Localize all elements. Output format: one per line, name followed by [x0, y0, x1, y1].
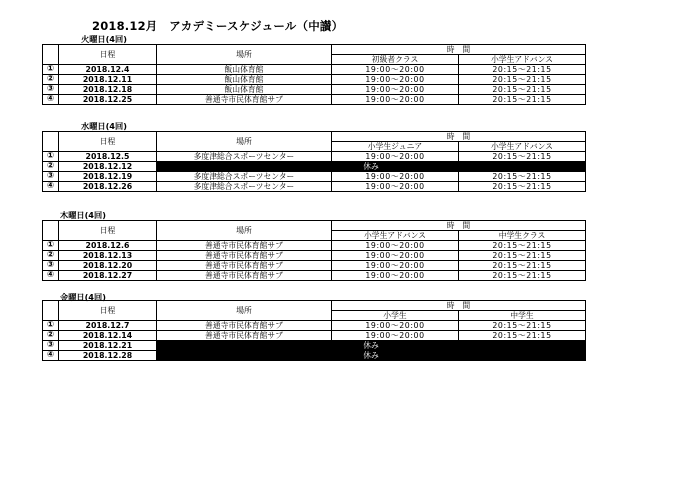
- row-date: 2018.12.28: [59, 351, 157, 361]
- row-number: ①: [43, 241, 59, 251]
- row-date: 2018.12.19: [59, 172, 157, 182]
- row-place: 善通寺市民体育館サブ: [157, 95, 332, 105]
- class-header: 小学生アドバンス: [459, 55, 586, 65]
- row-time-1: 19:00～20:00: [332, 331, 459, 341]
- table-row: [43, 172, 586, 182]
- row-time-1: 19:00～20:00: [332, 182, 459, 192]
- header-time: 時 間: [332, 132, 586, 142]
- header-place: 場所: [157, 45, 332, 65]
- table-row: [43, 321, 586, 331]
- row-date: 2018.12.27: [59, 271, 157, 281]
- closed-cell: 休み: [157, 341, 586, 351]
- table-row: [43, 95, 586, 105]
- row-number: ④: [43, 95, 59, 105]
- row-number: ②: [43, 331, 59, 341]
- row-date: 2018.12.18: [59, 85, 157, 95]
- section-label: 金曜日(4回): [60, 292, 106, 302]
- row-number: ③: [43, 172, 59, 182]
- row-date: 2018.12.4: [59, 65, 157, 75]
- row-time-1: 19:00～20:00: [332, 241, 459, 251]
- section-label: 木曜日(4回): [60, 210, 106, 220]
- header-blank-cell: [43, 132, 59, 152]
- header-date: 日程: [59, 45, 157, 65]
- row-time-2: 20:15～21:15: [459, 241, 586, 251]
- page-title: 2018.12月 アカデミースケジュール（中讃）: [92, 19, 344, 33]
- table-row: [43, 261, 586, 271]
- class-header: 小学生ジュニア: [332, 142, 459, 152]
- row-date: 2018.12.11: [59, 75, 157, 85]
- row-time-2: 20:15～21:15: [459, 321, 586, 331]
- row-place: 多度津総合スポーツセンター: [157, 152, 332, 162]
- table-header-row: [43, 221, 586, 231]
- row-time-1: 19:00～20:00: [332, 95, 459, 105]
- table-row: [43, 65, 586, 75]
- row-place: 善通寺市民体育館サブ: [157, 251, 332, 261]
- header-time: 時 間: [332, 301, 586, 311]
- header-date: 日程: [59, 301, 157, 321]
- row-time-2: 20:15～21:15: [459, 251, 586, 261]
- row-time-1: 19:00～20:00: [332, 172, 459, 182]
- row-time-1: 19:00～20:00: [332, 85, 459, 95]
- row-number: ③: [43, 261, 59, 271]
- row-number: ①: [43, 152, 59, 162]
- header-place: 場所: [157, 132, 332, 152]
- class-header: 小学生アドバンス: [332, 231, 459, 241]
- row-number: ④: [43, 351, 59, 361]
- row-place: 飯山体育館: [157, 85, 332, 95]
- row-number: ①: [43, 321, 59, 331]
- row-time-1: 19:00～20:00: [332, 321, 459, 331]
- row-place: 飯山体育館: [157, 65, 332, 75]
- table-row: [43, 162, 586, 172]
- row-place: 善通寺市民体育館サブ: [157, 241, 332, 251]
- row-place: 多度津総合スポーツセンター: [157, 172, 332, 182]
- header-date: 日程: [59, 221, 157, 241]
- row-number: ③: [43, 85, 59, 95]
- row-place: 善通寺市民体育館サブ: [157, 261, 332, 271]
- row-time-2: 20:15～21:15: [459, 75, 586, 85]
- row-time-2: 20:15～21:15: [459, 152, 586, 162]
- row-date: 2018.12.5: [59, 152, 157, 162]
- row-number: ①: [43, 65, 59, 75]
- row-number: ④: [43, 271, 59, 281]
- schedule-table: [42, 300, 586, 361]
- class-header: 小学生アドバンス: [459, 142, 586, 152]
- row-number: ②: [43, 75, 59, 85]
- row-number: ③: [43, 341, 59, 351]
- row-number: ②: [43, 162, 59, 172]
- row-time-1: 19:00～20:00: [332, 65, 459, 75]
- header-blank-cell: [43, 301, 59, 321]
- header-place: 場所: [157, 301, 332, 321]
- row-place: 飯山体育館: [157, 75, 332, 85]
- header-blank-cell: [43, 221, 59, 241]
- row-date: 2018.12.6: [59, 241, 157, 251]
- schedule-table: [42, 44, 586, 105]
- row-place: 善通寺市民体育館サブ: [157, 321, 332, 331]
- class-header: 初級者クラス: [332, 55, 459, 65]
- row-time-1: 19:00～20:00: [332, 152, 459, 162]
- row-date: 2018.12.25: [59, 95, 157, 105]
- table-row: [43, 331, 586, 341]
- row-place: 善通寺市民体育館サブ: [157, 271, 332, 281]
- row-date: 2018.12.7: [59, 321, 157, 331]
- table-row: [43, 75, 586, 85]
- table-header-row: [43, 301, 586, 311]
- row-time-2: 20:15～21:15: [459, 172, 586, 182]
- row-time-2: 20:15～21:15: [459, 271, 586, 281]
- row-time-2: 20:15～21:15: [459, 331, 586, 341]
- table-header-row: [43, 45, 586, 55]
- table-row: [43, 351, 586, 361]
- table-row: [43, 251, 586, 261]
- class-header: 小学生: [332, 311, 459, 321]
- header-blank-cell: [43, 45, 59, 65]
- row-date: 2018.12.26: [59, 182, 157, 192]
- row-place: 多度津総合スポーツセンター: [157, 182, 332, 192]
- schedule-table: [42, 131, 586, 192]
- closed-cell: 休み: [157, 351, 586, 361]
- table-row: [43, 182, 586, 192]
- table-row: [43, 241, 586, 251]
- row-date: 2018.12.13: [59, 251, 157, 261]
- table-row: [43, 85, 586, 95]
- row-place: 善通寺市民体育館サブ: [157, 331, 332, 341]
- row-date: 2018.12.12: [59, 162, 157, 172]
- row-time-1: 19:00～20:00: [332, 75, 459, 85]
- row-time-2: 20:15～21:15: [459, 182, 586, 192]
- header-time: 時 間: [332, 45, 586, 55]
- class-header: 中学生クラス: [459, 231, 586, 241]
- header-place: 場所: [157, 221, 332, 241]
- row-number: ②: [43, 251, 59, 261]
- row-number: ④: [43, 182, 59, 192]
- row-date: 2018.12.21: [59, 341, 157, 351]
- row-time-1: 19:00～20:00: [332, 271, 459, 281]
- class-header: 中学生: [459, 311, 586, 321]
- header-time: 時 間: [332, 221, 586, 231]
- section-label: 火曜日(4回): [81, 34, 127, 44]
- row-date: 2018.12.14: [59, 331, 157, 341]
- row-time-2: 20:15～21:15: [459, 261, 586, 271]
- header-date: 日程: [59, 132, 157, 152]
- section-label: 水曜日(4回): [81, 121, 127, 131]
- table-header-row: [43, 132, 586, 142]
- schedule-table: [42, 220, 586, 281]
- closed-cell: 休み: [157, 162, 586, 172]
- table-row: [43, 271, 586, 281]
- table-row: [43, 152, 586, 162]
- row-date: 2018.12.20: [59, 261, 157, 271]
- row-time-1: 19:00～20:00: [332, 261, 459, 271]
- row-time-1: 19:00～20:00: [332, 251, 459, 261]
- row-time-2: 20:15～21:15: [459, 65, 586, 75]
- row-time-2: 20:15～21:15: [459, 95, 586, 105]
- row-time-2: 20:15～21:15: [459, 85, 586, 95]
- table-row: [43, 341, 586, 351]
